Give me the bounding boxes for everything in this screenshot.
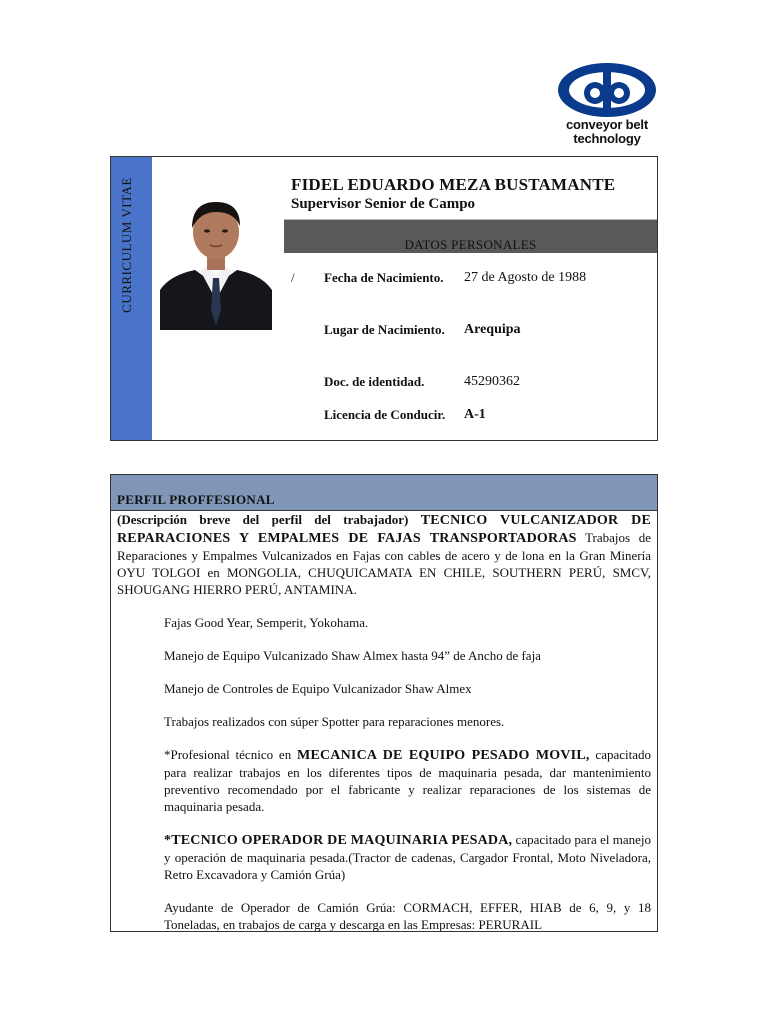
datos-personales-bar bbox=[284, 219, 657, 253]
profile-photo bbox=[160, 190, 272, 330]
field-label-birthdate: Fecha de Nacimiento. bbox=[324, 270, 444, 285]
perfil-body bbox=[117, 511, 651, 932]
field-value-license: A-1 bbox=[464, 407, 486, 422]
perfil-item: Trabajos realizados con súper Spotter para reparaciones menores. bbox=[164, 714, 505, 729]
company-logo bbox=[555, 62, 659, 152]
perfil-intro-text: Trabajos de Reparaciones y Empalmes Vulcanizados en Fajas con cables de acero y de lona en la Gran Minería OYU TOLGOI en MONGOLIA, CHUQUICAMATA EN CHILE, SOUTHERN PERÚ, SMCV, SHOUGANG HIERRO PERÚ, ANTAMINA. bbox=[117, 530, 652, 597]
perfil-item: Manejo de Equipo Vulcanizado Shaw Almex hasta 94” de Ancho de faja bbox=[164, 648, 541, 663]
operador-text: capacitado para el manejo y operación de maquinaria pesada.(Tractor de cadenas, Cargador Frontal, Moto Niveladora, Retro Excavadora y Camión Grúa) bbox=[164, 832, 651, 882]
mecanica-bold: MECANICA DE EQUIPO PESADO MOVIL, bbox=[297, 748, 590, 763]
logo-text-line1: conveyor belt bbox=[566, 117, 648, 132]
cv-sidebar-label: CURRICULUM VITAE bbox=[119, 177, 134, 313]
perfil-header bbox=[111, 475, 657, 511]
mecanica-text: capacitado para realizar trabajos en los diferentes tipos de maquinaria pesada, dar mantenimiento preventivo recomendado por el fabricante y realizar reparaciones de los sistemas de maquinaria pesada. bbox=[164, 747, 651, 814]
field-value-id: 45290362 bbox=[464, 374, 520, 389]
person-name: FIDEL EDUARDO MEZA BUSTAMANTE bbox=[291, 175, 616, 194]
field-value-birthplace: Arequipa bbox=[464, 322, 521, 337]
datos-personales-title: DATOS PERSONALES bbox=[404, 237, 537, 252]
perfil-profesional-box bbox=[110, 474, 658, 932]
cv-header-box bbox=[110, 156, 658, 441]
mecanica-prefix: *Profesional técnico en bbox=[164, 747, 292, 762]
perfil-headline: TECNICO VULCANIZADOR DE REPARACIONES Y EMPALMES DE FAJAS TRANSPORTADORAS bbox=[117, 513, 651, 546]
perfil-item: Fajas Good Year, Semperit, Yokohama. bbox=[164, 615, 369, 630]
perfil-ayudante: Ayudante de Operador de Camión Grúa: CORMACH, EFFER, HIAB de 6, 9, y 18 Toneladas, en trabajos de carga y descarga en las Empresas: PERURAIL bbox=[164, 900, 651, 932]
perfil-item: Manejo de Controles de Equipo Vulcanizador Shaw Almex bbox=[164, 681, 472, 696]
field-marker: / bbox=[291, 270, 295, 285]
field-label-id: Doc. de identidad. bbox=[324, 374, 425, 389]
perfil-intro bbox=[117, 511, 651, 598]
perfil-mecanica bbox=[164, 746, 651, 815]
field-label-birthplace: Lugar de Nacimiento. bbox=[324, 322, 445, 337]
person-role: Supervisor Senior de Campo bbox=[291, 196, 476, 212]
field-value-birthdate: 27 de Agosto de 1988 bbox=[464, 270, 587, 285]
operador-bold: *TECNICO OPERADOR DE MAQUINARIA PESADA, bbox=[164, 833, 513, 848]
logo-emblem-icon bbox=[557, 62, 657, 118]
field-label-license: Licencia de Conducir. bbox=[324, 407, 446, 422]
perfil-title: PERFIL PROFFESIONAL bbox=[117, 492, 275, 507]
perfil-intro-bold: (Descripción breve del perfil del trabajador) bbox=[117, 512, 409, 527]
logo-text-line2: technology bbox=[573, 131, 641, 146]
perfil-operador bbox=[164, 831, 651, 883]
